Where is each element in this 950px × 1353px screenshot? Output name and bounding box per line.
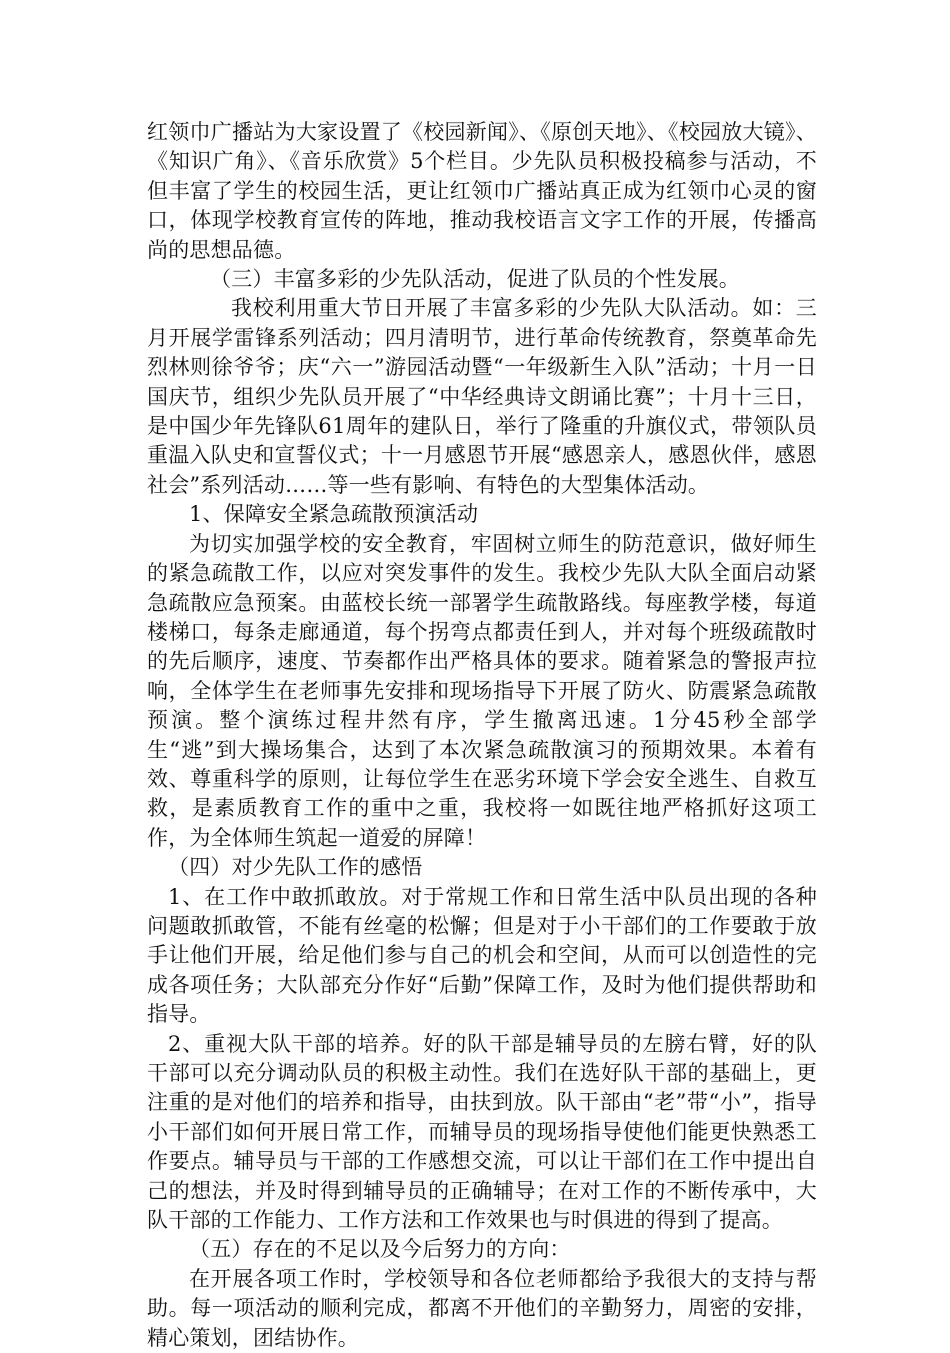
section-heading-5: （五）存在的不足以及今后努力的方向： bbox=[189, 1237, 571, 1262]
paragraph-reflection-2: 2、重视大队干部的培养。好的队干部是辅导员的左膀右臂，好的队干部可以充分调动队员的积极主动性。我们在选好队干部的基础上，更注重的是对他们的培养和指导，由扶到放。队干部由“老”带“小”，指导小干部们如何开展日常工作，而辅导员的现场指导使他们能更快熟悉工作要点。辅导员与干部的工作感想交流，可以让干部们在工作中提出自己的想法，并及时得到辅导员的正确辅导；在对工作的不断传承中，大队干部的工作能力、工作方法和工作效果也与时俱进的得到了提高。 bbox=[147, 1031, 817, 1233]
paragraph-evacuation-drill: 为切实加强学校的安全教育，牢固树立师生的防范意识，做好师生的紧急疏散工作，以应对突发事件的发生。我校少先队大队全面启动紧急疏散应急预案。由蓝校长统一部署学生疏散路线。每座教学楼，每道楼梯口，每条走廊通道，每个拐弯点都责任到人，并对每个班级疏散时的先后顺序，速度、节奏都作出严格具体的要求。随着紧急的警报声拉响，全体学生在老师事先安排和现场指导下开展了防火、防震紧急疏散预演。整个演练过程井然有序，学生撤离迅速。1分45秒全部学生“逃”到大操场集合，达到了本次紧急疏散演习的预期效果。本着有效、尊重科学的原则，让每位学生在恶劣环境下学会安全逃生、自救互救，是素质教育工作的重中之重，我校将一如既往地严格抓好这项工作，为全体师生筑起一道爱的屏障！ bbox=[147, 531, 817, 850]
paragraph-festival-activities: 我校利用重大节日开展了丰富多彩的少先队大队活动。如：三月开展学雷锋系列活动；四月清明节，进行革命传统教育，祭奠革命先烈林则徐爷爷；庆“六一”游园活动暨“一年级新生入队”活动；十月一日国庆节，组织少先队员开展了“中华经典诗文朗诵比赛”；十月十三日，是中国少年先锋队61周年的建队日，举行了隆重的升旗仪式，带领队员重温入队史和宣誓仪式；十一月感恩节开展“感恩亲人，感恩伙伴，感恩社会”系列活动……等一些有影响、有特色的大型集体活动。 bbox=[147, 296, 817, 497]
document-body bbox=[147, 118, 817, 1353]
paragraph-reflection-1: 1、在工作中敢抓敢放。对于常规工作和日常生活中队员出现的各种问题敢抓敢管，不能有丝毫的松懈；但是对于小干部们的工作要敢于放手让他们开展，给足他们参与自己的机会和空间，从而可以创造性的完成各项任务；大队部充分作好“后勤”保障工作，及时为他们提供帮助和指导。 bbox=[147, 884, 817, 1027]
subheading-evacuation-drill: 1、保障安全紧急疏散预演活动 bbox=[189, 502, 479, 527]
section-heading-4: （四）对少先队工作的感悟 bbox=[168, 855, 423, 880]
section-heading-3: （三）丰富多彩的少先队活动，促进了队员的个性发展。 bbox=[210, 267, 740, 292]
paragraph-closing: 在开展各项工作时，学校领导和各位老师都给予我很大的支持与帮助。每一项活动的顺利完成，都离不开他们的辛勤努力，周密的安排，精心策划，团结协作。 bbox=[147, 1266, 817, 1350]
paragraph-broadcast-station: 红领巾广播站为大家设置了《校园新闻》、《原创天地》、《校园放大镜》、《知识广角》、《音乐欣赏》5个栏目。少先队员积极投稿参与活动，不但丰富了学生的校园生活，更让红领巾广播站真正成为红领巾心灵的窗口，体现学校教育宣传的阵地，推动我校语言文字工作的开展，传播高尚的思想品德。 bbox=[147, 120, 817, 262]
